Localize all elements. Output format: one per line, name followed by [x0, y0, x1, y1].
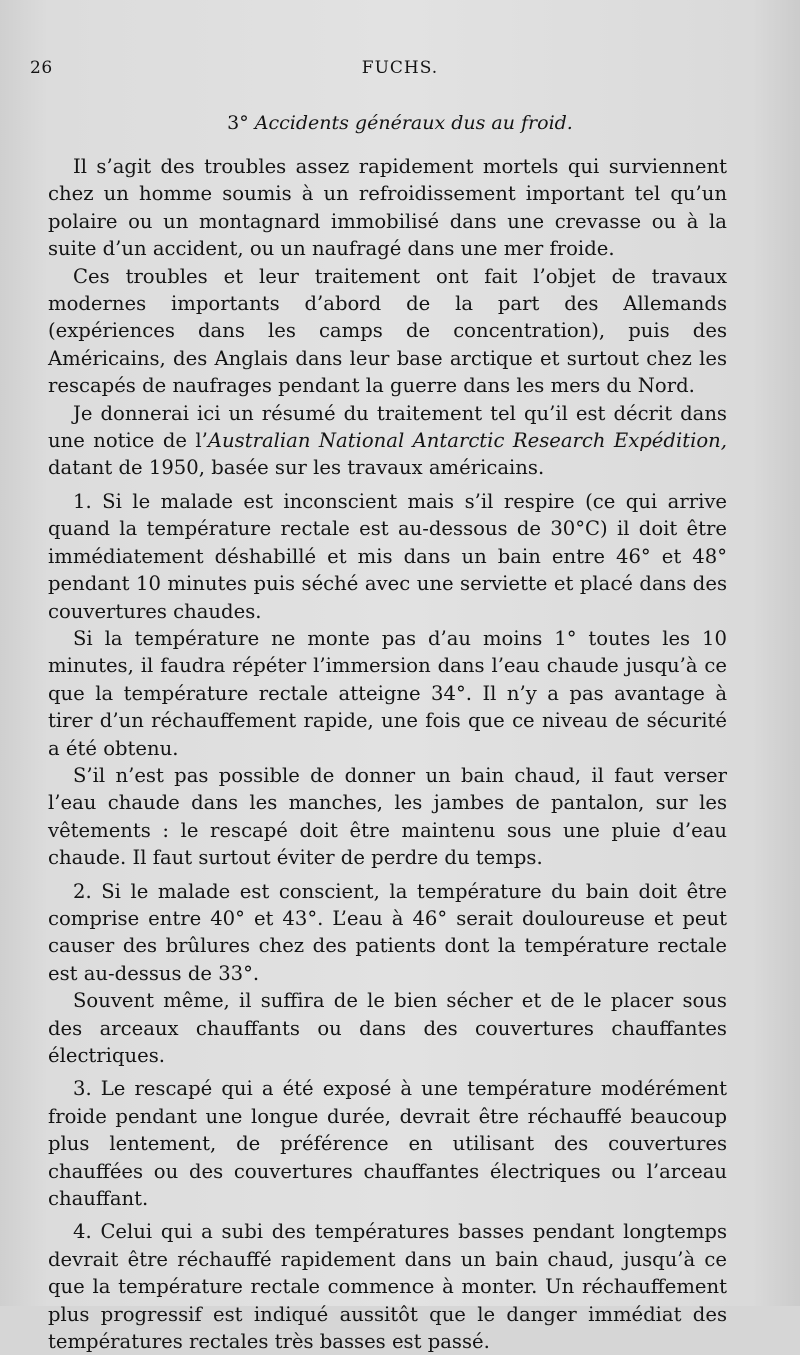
- paragraph-item-1-temperature: Si la température ne monte pas d’au moins 1° toutes les 10 minutes, il faudra répéter l’immersion dans l’eau chaude jusqu’à ce que la température rectale atteigne 34°. Il n’y a pas avantage à tirer d’un réchauffement rapide, une fois que ce niveau de sécurité a été obtenu.: [48, 626, 727, 760]
- paragraph-item-1-no-bath: S’il n’est pas possible de donner un bain chaud, il faut verser l’eau chaude dans les manches, les jambes de pantalon, sur les vêtements : le rescapé doit être maintenu sous une pluie d’eau chaude. Il faut surtout éviter de perdre du temps.: [48, 763, 727, 870]
- paragraph-notice: [48, 400, 727, 482]
- running-head: FUCHS.: [361, 58, 439, 78]
- page-number: 26: [30, 58, 53, 78]
- paragraph-history: Ces troubles et leur traitement ont fait l’objet de travaux modernes importants d’abord de la part des Allemands (expériences dans les camps de concentration), puis des Américains, des Anglais dans leur base arctique et surtout chez les rescapés de naufrages pendant la guerre dans les mers du Nord.: [48, 264, 727, 398]
- paragraph-item-1: 1. Si le malade est inconscient mais s’il respire (ce qui arrive quand la température rectale est au-dessous de 30°C) il doit être immédiatement déshabillé et mis dans un bain entre 46° et 48° pendant 10 minutes puis séché avec une serviette et placé dans des couvertures chaudes.: [48, 489, 727, 623]
- notice-text-after: datant de 1950, basée sur les travaux américains.: [48, 456, 545, 480]
- section-number: 3°: [227, 112, 249, 134]
- notice-text-before: Je donnerai ici un résumé du traitement tel qu’il est décrit dans une notice de l’: [48, 401, 727, 453]
- section-title: [0, 112, 800, 134]
- paragraph-item-4: 4. Celui qui a subi des températures basses pendant longtemps devrait être réchauffé rapidement dans un bain chaud, jusqu’à ce que la température rectale commence à monter. Un réchauffement plus progressif est indiqué aussitôt que le danger immédiat des températures rectales très basses est passé.: [48, 1220, 727, 1354]
- notice-source-title: Australian National Antarctic Research Expédition,: [207, 429, 727, 453]
- body-text: [48, 153, 727, 1355]
- paragraph-item-2: 2. Si le malade est conscient, la température du bain doit être comprise entre 40° et 43°. L’eau à 46° serait douloureuse et peut causer des brûlures chez des patients dont la température rectale est au-dessus de 33°.: [48, 879, 727, 985]
- page-header: [30, 58, 770, 88]
- paragraph-item-2-drying: Souvent même, il suffira de le bien sécher et de le placer sous des arceaux chauffants ou dans des couvertures chauffantes électriques.: [48, 989, 727, 1067]
- section-title-text: Accidents généraux dus au froid.: [254, 112, 573, 134]
- paragraph-intro: Il s’agit des troubles assez rapidement mortels qui surviennent chez un homme soumis à un refroidissement important tel qu’un polaire ou un montagnard immobilisé dans une crevasse ou à la suite d’un accident, ou un naufragé dans une mer froide.: [48, 155, 727, 261]
- paragraph-item-3: 3. Le rescapé qui a été exposé à une température modérément froide pendant une longue durée, devrait être réchauffé beaucoup plus lentement, de préférence en utilisant des couvertures chauffées ou des couvertures chauffantes électriques ou l’arceau chauffant.: [48, 1077, 727, 1211]
